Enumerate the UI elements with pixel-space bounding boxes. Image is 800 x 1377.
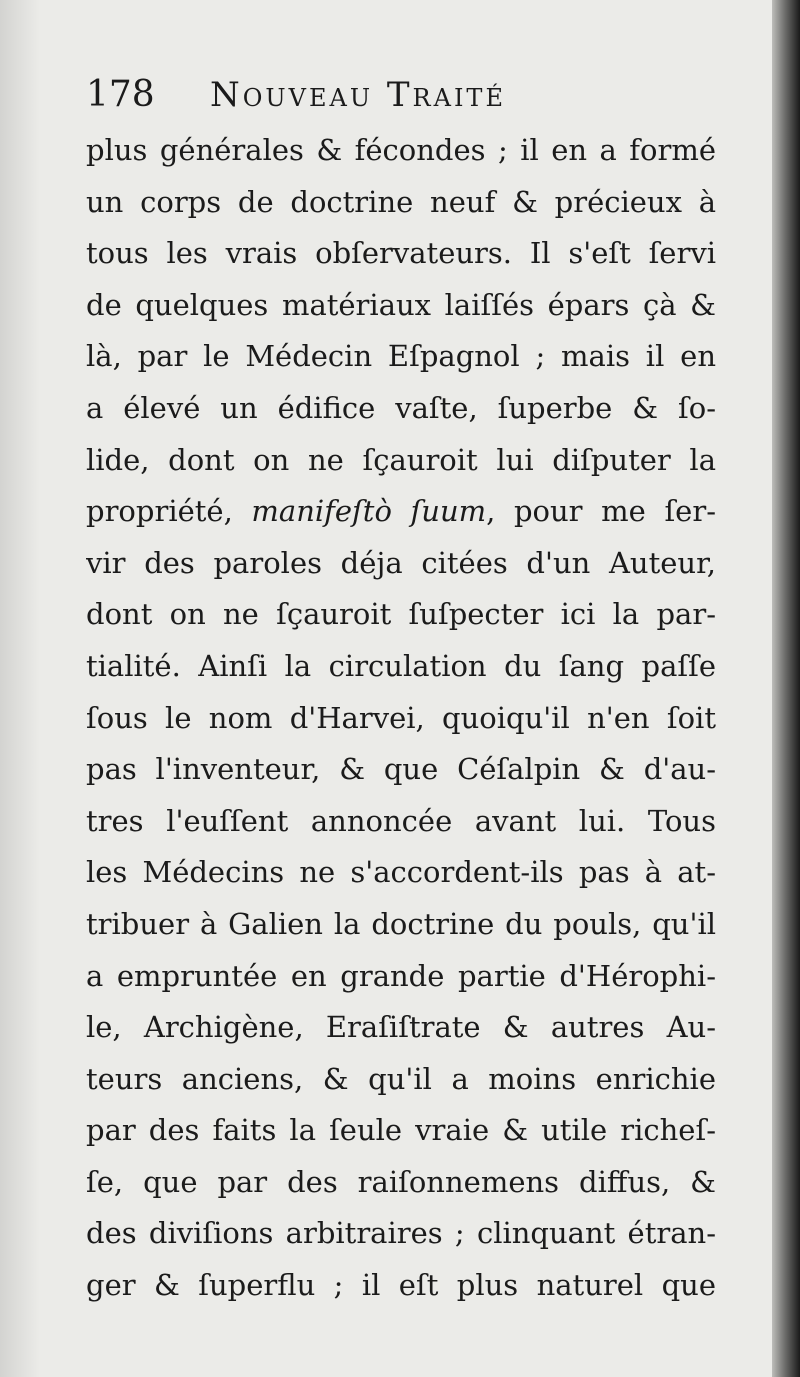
text-line-8: [86, 486, 716, 538]
text-line-6: a élevé un édifice vaſte, ſuperbe & ſo-: [86, 390, 716, 425]
text-line-21: ſe, que par des raiſonnemens diffus, &: [86, 1164, 716, 1199]
text-line-22: des diviſions arbitraires ; clinquant étran-: [86, 1216, 716, 1251]
text-line-12: ſous le nom d'Harvei, quoiqu'il n'en ſoit: [86, 700, 716, 735]
text-line-11: tialité. Ainſi la circulation du ſang paſſe: [86, 648, 716, 683]
text-line-14: tres l'euſſent annoncée avant lui. Tous: [86, 803, 716, 838]
text-line-20: par des faits la ſeule vraie & utile richeſ-: [86, 1113, 716, 1148]
text-line-8-after: , pour me ſer-: [486, 494, 716, 529]
page-edge-shadow: [772, 0, 800, 1377]
text-line-5: là, par le Médecin Eſpagnol ; mais il en: [86, 339, 716, 374]
text-line-1: plus générales & fécondes ; il en a formé: [86, 133, 716, 167]
page-gutter-shadow: [0, 0, 40, 1377]
italic-phrase: manifeſtò ſuum: [251, 494, 487, 529]
text-line-8-before: propriété,: [86, 494, 252, 529]
text-line-19: teurs anciens, & qu'il a moins enrichie: [86, 1061, 716, 1096]
text-line-17: a empruntée en grande partie d'Hérophi-: [86, 958, 716, 993]
text-line-13: pas l'inventeur, & que Céſalpin & d'au-: [86, 752, 716, 787]
text-line-7: lide, dont on ne ſçauroit lui diſputer la: [86, 442, 716, 477]
text-line-10: dont on ne ſçauroit ſuſpecter ici la par-: [86, 597, 716, 632]
running-title: Nouveau Traité: [210, 75, 506, 115]
text-line-23: ger & ſuperflu ; il eſt plus naturel que: [86, 1268, 716, 1303]
text-line-9: vir des paroles déja citées d'un Auteur,: [86, 545, 716, 580]
text-line-15: les Médecins ne s'accordent-ils pas à at-: [86, 855, 716, 890]
running-header: [86, 70, 726, 120]
text-line-3: tous les vrais obſervateurs. Il s'eſt ſervi: [86, 236, 716, 271]
page-number: 178: [86, 74, 155, 115]
text-line-4: de quelques matériaux laiſſés épars çà &: [86, 287, 716, 322]
text-line-18: le, Archigène, Eraſiſtrate & autres Au-: [86, 1010, 716, 1045]
text-line-16: tribuer à Galien la doctrine du pouls, qu'il: [86, 906, 716, 941]
body-text: [86, 125, 716, 1312]
text-line-2: un corps de doctrine neuf & précieux à: [86, 184, 716, 219]
